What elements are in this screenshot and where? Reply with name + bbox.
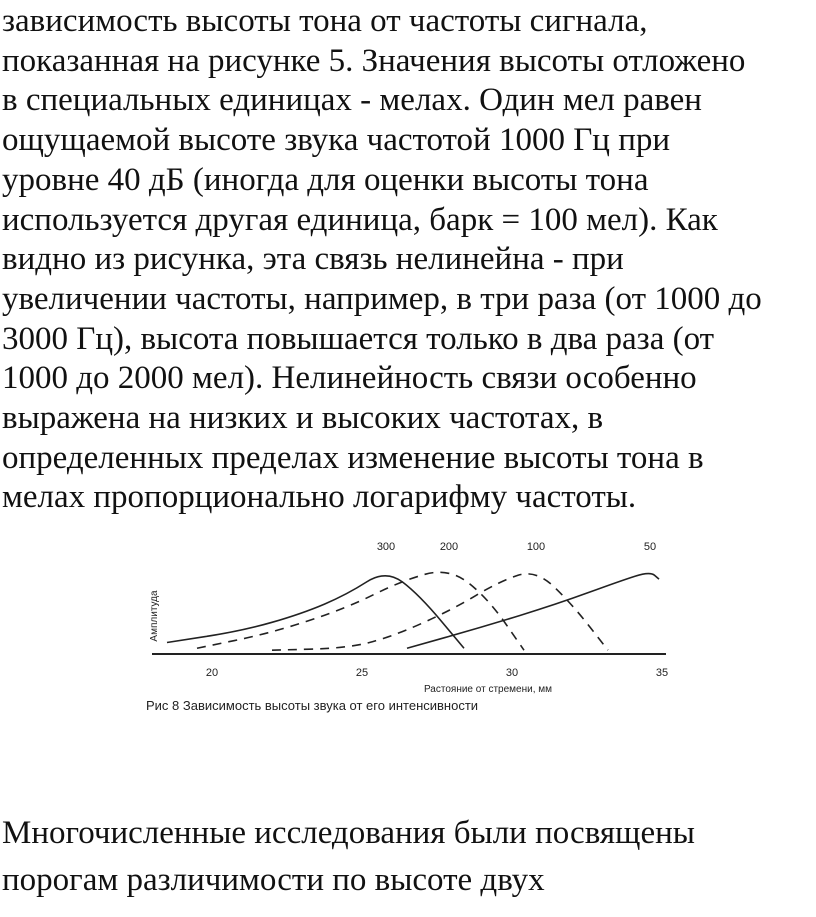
x-tick-label: 35 <box>655 667 669 679</box>
series-curve-50 <box>407 574 659 649</box>
paragraph-1-line: уровне 40 дБ (иногда для оценки высоты тона <box>2 161 649 198</box>
series-label-300: 300 <box>376 541 396 553</box>
paragraph-1-line: ощущаемой высоте звука частотой 1000 Гц при <box>2 122 671 159</box>
x-axis-label: Растояние от стремени, мм <box>423 684 553 695</box>
x-tick-label: 20 <box>205 667 219 679</box>
paragraph-1-line: мелах пропорционально логарифму частоты. <box>2 479 637 516</box>
series-label-50: 50 <box>643 541 657 553</box>
paragraph-1-line: выражена на низких и высоких частотах, в <box>2 400 604 437</box>
series-curve-300 <box>167 576 464 648</box>
figure-caption: Рис 8 Зависимость высоты звука от его интенсивности <box>146 698 479 713</box>
paragraph-1-line: в специальных единицах - мелах. Один мел равен <box>2 82 702 119</box>
paragraph-1 <box>2 2 762 518</box>
paragraph-2 <box>2 810 695 904</box>
paragraph-1-line: 3000 Гц), высота повышается только в два раза (от <box>2 320 715 357</box>
paragraph-1-line: зависимость высоты тона от частоты сигнала, <box>2 3 648 39</box>
paragraph-1-line: 1000 до 2000 мел). Нелинейность связи особенно <box>2 360 697 397</box>
figure-pitch-intensity <box>140 536 680 716</box>
x-tick-label: 30 <box>505 667 519 679</box>
paragraph-2-line: Многочисленные исследования были посвящены <box>2 815 695 851</box>
series-curve-200 <box>197 572 524 650</box>
paragraph-1-line: увеличении частоты, например, в три раза (от 1000 до <box>2 280 762 317</box>
chart-svg <box>140 536 680 716</box>
paragraph-1-line: определенных пределах изменение высоты тона в <box>2 439 704 476</box>
x-tick-label: 25 <box>355 667 369 679</box>
y-axis-label: Амплитуда <box>149 590 160 642</box>
paragraph-1-line: видно из рисунка, эта связь нелинейна - при <box>2 241 624 278</box>
series-label-200: 200 <box>439 541 459 553</box>
paragraph-1-line: используется другая единица, барк = 100 мел). Как <box>2 201 718 238</box>
paragraph-2-line: порогам различимости по высоте двух <box>2 862 545 898</box>
paragraph-1-line: показанная на рисунке 5. Значения высоты отложено <box>2 42 746 79</box>
series-label-100: 100 <box>526 541 546 553</box>
